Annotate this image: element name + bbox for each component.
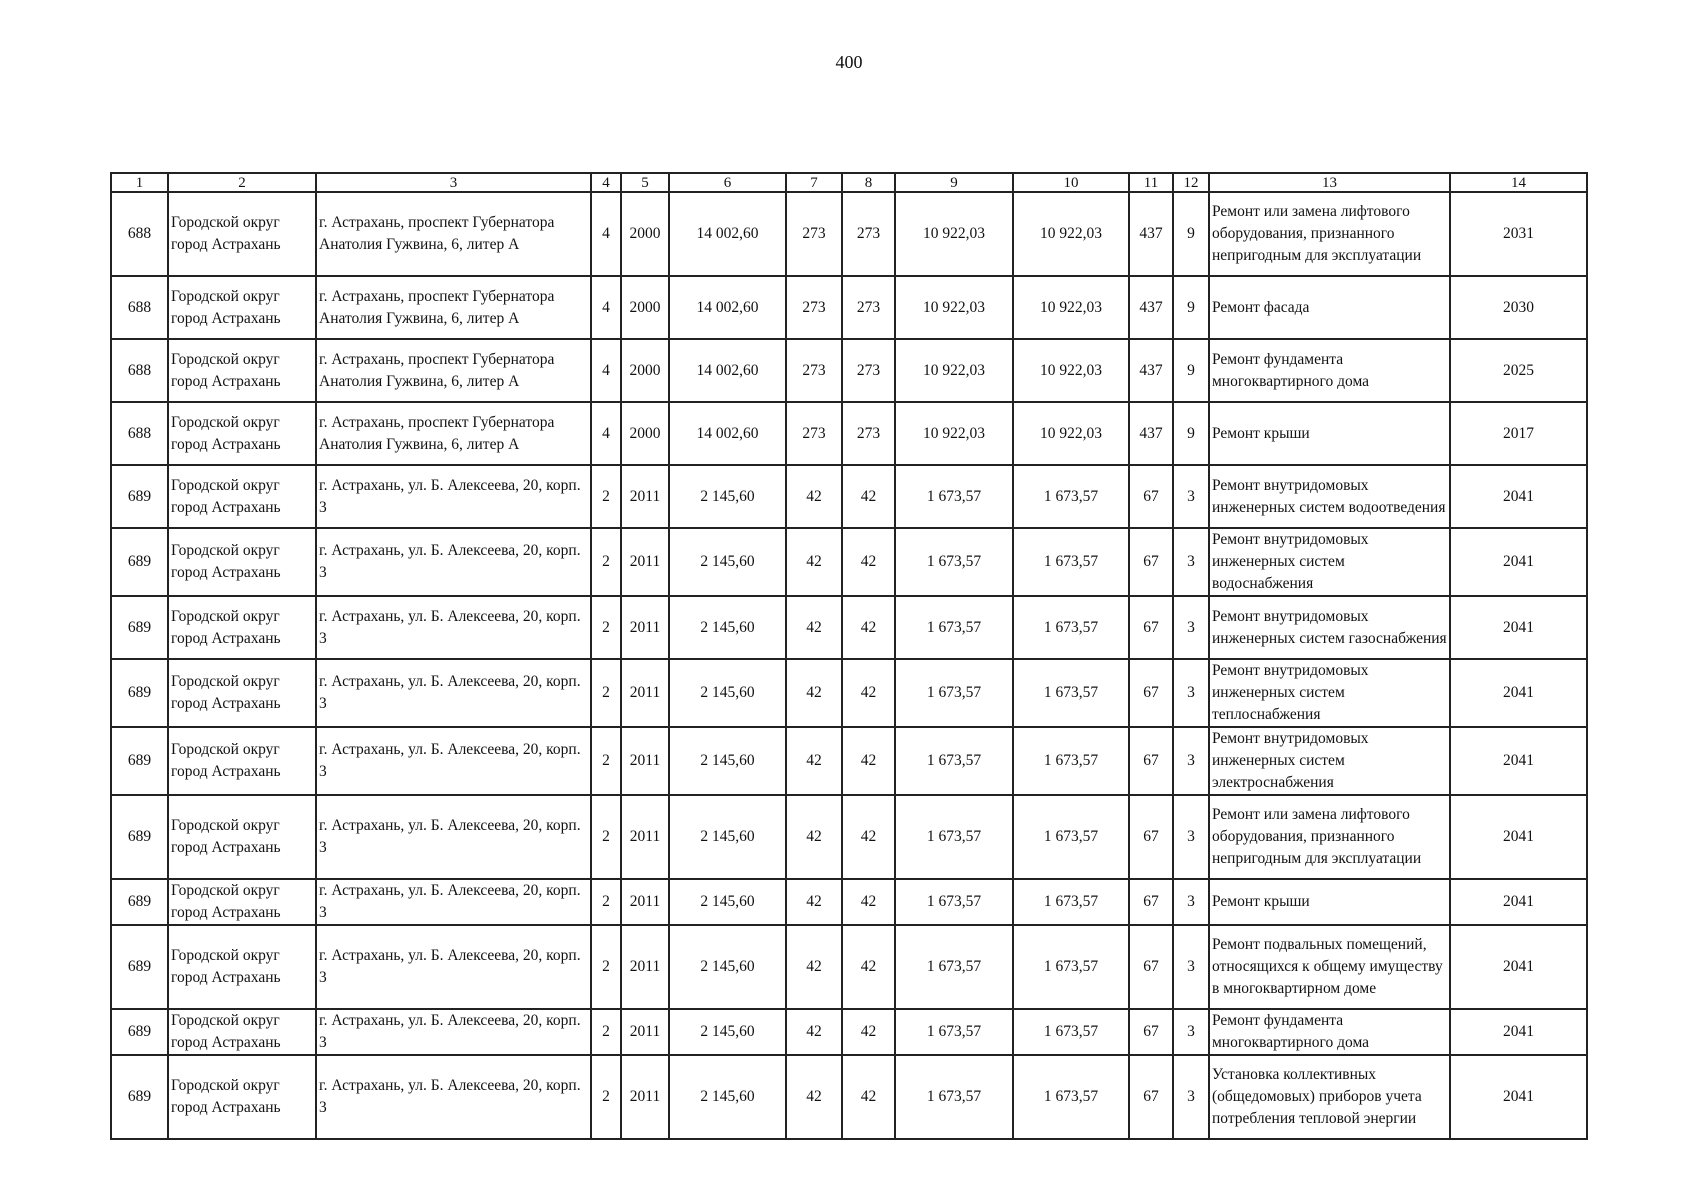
column-header: 3	[316, 173, 591, 192]
work-type-cell: Ремонт крыши	[1209, 402, 1450, 465]
table-row	[111, 1009, 1587, 1055]
col10-cell: 1 673,57	[1013, 465, 1129, 528]
year-cell: 2011	[621, 879, 669, 925]
municipality-cell: Городской округ город Астрахань	[168, 528, 316, 596]
col4-cell: 2	[591, 925, 621, 1009]
municipality-cell: Городской округ город Астрахань	[168, 879, 316, 925]
col4-cell: 2	[591, 596, 621, 659]
area-cell: 14 002,60	[669, 402, 786, 465]
work-type-cell: Ремонт или замена лифтового оборудования, признанного непригодным для эксплуатации	[1209, 192, 1450, 276]
municipality-cell: Городской округ город Астрахань	[168, 1009, 316, 1055]
address-cell: г. Астрахань, ул. Б. Алексеева, 20, корп. 3	[316, 465, 591, 528]
column-header: 1	[111, 173, 168, 192]
col11-cell: 67	[1129, 795, 1173, 879]
municipality-cell: Городской округ город Астрахань	[168, 659, 316, 727]
col7-cell: 273	[786, 276, 842, 339]
col4-cell: 2	[591, 528, 621, 596]
municipality-cell: Городской округ город Астрахань	[168, 465, 316, 528]
table-row	[111, 795, 1587, 879]
col7-cell: 273	[786, 192, 842, 276]
work-type-cell: Ремонт внутридомовых инженерных систем теплоснабжения	[1209, 659, 1450, 727]
col9-cell: 1 673,57	[895, 879, 1013, 925]
column-header: 2	[168, 173, 316, 192]
address-cell: г. Астрахань, проспект Губернатора Анатолия Гужвина, 6, литер А	[316, 339, 591, 402]
area-cell: 2 145,60	[669, 879, 786, 925]
column-header: 10	[1013, 173, 1129, 192]
row-number-cell: 688	[111, 192, 168, 276]
col7-cell: 42	[786, 925, 842, 1009]
work-type-cell: Ремонт подвальных помещений, относящихся к общему имуществу в многоквартирном доме	[1209, 925, 1450, 1009]
period-cell: 2041	[1450, 528, 1587, 596]
col12-cell: 3	[1173, 879, 1209, 925]
area-cell: 2 145,60	[669, 795, 786, 879]
row-number-cell: 689	[111, 528, 168, 596]
work-type-cell: Ремонт внутридомовых инженерных систем водоснабжения	[1209, 528, 1450, 596]
area-cell: 2 145,60	[669, 727, 786, 795]
col11-cell: 67	[1129, 1009, 1173, 1055]
address-cell: г. Астрахань, ул. Б. Алексеева, 20, корп. 3	[316, 528, 591, 596]
col8-cell: 42	[842, 1055, 895, 1139]
area-cell: 2 145,60	[669, 659, 786, 727]
col9-cell: 1 673,57	[895, 925, 1013, 1009]
col8-cell: 42	[842, 528, 895, 596]
year-cell: 2011	[621, 727, 669, 795]
col11-cell: 67	[1129, 879, 1173, 925]
row-number-cell: 688	[111, 402, 168, 465]
column-number-row	[111, 173, 1587, 192]
col7-cell: 42	[786, 879, 842, 925]
col12-cell: 3	[1173, 1055, 1209, 1139]
col10-cell: 1 673,57	[1013, 879, 1129, 925]
col10-cell: 1 673,57	[1013, 528, 1129, 596]
col12-cell: 3	[1173, 925, 1209, 1009]
year-cell: 2011	[621, 596, 669, 659]
period-cell: 2017	[1450, 402, 1587, 465]
col7-cell: 42	[786, 795, 842, 879]
col8-cell: 42	[842, 659, 895, 727]
row-number-cell: 689	[111, 879, 168, 925]
period-cell: 2041	[1450, 659, 1587, 727]
year-cell: 2011	[621, 528, 669, 596]
col4-cell: 2	[591, 727, 621, 795]
col4-cell: 2	[591, 1009, 621, 1055]
col8-cell: 273	[842, 276, 895, 339]
col8-cell: 273	[842, 402, 895, 465]
table-row	[111, 925, 1587, 1009]
col9-cell: 1 673,57	[895, 1055, 1013, 1139]
period-cell: 2041	[1450, 1055, 1587, 1139]
col7-cell: 42	[786, 1055, 842, 1139]
municipality-cell: Городской округ город Астрахань	[168, 727, 316, 795]
table-row	[111, 276, 1587, 339]
col4-cell: 2	[591, 465, 621, 528]
col12-cell: 9	[1173, 402, 1209, 465]
period-cell: 2041	[1450, 925, 1587, 1009]
col8-cell: 42	[842, 465, 895, 528]
area-cell: 14 002,60	[669, 339, 786, 402]
row-number-cell: 689	[111, 1055, 168, 1139]
col8-cell: 42	[842, 795, 895, 879]
table-row	[111, 192, 1587, 276]
col9-cell: 10 922,03	[895, 402, 1013, 465]
col10-cell: 1 673,57	[1013, 659, 1129, 727]
municipality-cell: Городской округ город Астрахань	[168, 192, 316, 276]
table-row	[111, 528, 1587, 596]
col4-cell: 4	[591, 192, 621, 276]
table-row	[111, 596, 1587, 659]
period-cell: 2041	[1450, 465, 1587, 528]
col9-cell: 1 673,57	[895, 659, 1013, 727]
year-cell: 2011	[621, 795, 669, 879]
column-header: 6	[669, 173, 786, 192]
col12-cell: 3	[1173, 659, 1209, 727]
row-number-cell: 689	[111, 795, 168, 879]
address-cell: г. Астрахань, ул. Б. Алексеева, 20, корп. 3	[316, 925, 591, 1009]
row-number-cell: 689	[111, 1009, 168, 1055]
col12-cell: 3	[1173, 528, 1209, 596]
col11-cell: 67	[1129, 925, 1173, 1009]
col7-cell: 273	[786, 402, 842, 465]
col7-cell: 42	[786, 596, 842, 659]
table-row	[111, 402, 1587, 465]
table-row	[111, 879, 1587, 925]
table-row	[111, 1055, 1587, 1139]
column-header: 12	[1173, 173, 1209, 192]
year-cell: 2000	[621, 339, 669, 402]
municipality-cell: Городской округ город Астрахань	[168, 402, 316, 465]
period-cell: 2025	[1450, 339, 1587, 402]
municipality-cell: Городской округ город Астрахань	[168, 276, 316, 339]
col4-cell: 2	[591, 795, 621, 879]
period-cell: 2041	[1450, 727, 1587, 795]
table-row	[111, 659, 1587, 727]
col11-cell: 67	[1129, 528, 1173, 596]
work-type-cell: Ремонт внутридомовых инженерных систем электроснабжения	[1209, 727, 1450, 795]
work-type-cell: Ремонт фундамента многоквартирного дома	[1209, 339, 1450, 402]
col10-cell: 1 673,57	[1013, 727, 1129, 795]
col11-cell: 67	[1129, 727, 1173, 795]
row-number-cell: 689	[111, 727, 168, 795]
col9-cell: 10 922,03	[895, 192, 1013, 276]
col9-cell: 1 673,57	[895, 596, 1013, 659]
col10-cell: 1 673,57	[1013, 795, 1129, 879]
row-number-cell: 688	[111, 276, 168, 339]
address-cell: г. Астрахань, ул. Б. Алексеева, 20, корп. 3	[316, 1009, 591, 1055]
address-cell: г. Астрахань, проспект Губернатора Анатолия Гужвина, 6, литер А	[316, 402, 591, 465]
address-cell: г. Астрахань, ул. Б. Алексеева, 20, корп. 3	[316, 659, 591, 727]
column-header: 4	[591, 173, 621, 192]
col9-cell: 1 673,57	[895, 528, 1013, 596]
address-cell: г. Астрахань, ул. Б. Алексеева, 20, корп. 3	[316, 879, 591, 925]
col12-cell: 3	[1173, 465, 1209, 528]
work-type-cell: Ремонт или замена лифтового оборудования, признанного непригодным для эксплуатации	[1209, 795, 1450, 879]
col8-cell: 42	[842, 1009, 895, 1055]
col9-cell: 10 922,03	[895, 276, 1013, 339]
table-row	[111, 465, 1587, 528]
column-header: 9	[895, 173, 1013, 192]
period-cell: 2041	[1450, 879, 1587, 925]
municipality-cell: Городской округ город Астрахань	[168, 596, 316, 659]
col10-cell: 10 922,03	[1013, 402, 1129, 465]
col8-cell: 42	[842, 879, 895, 925]
col4-cell: 4	[591, 276, 621, 339]
col8-cell: 42	[842, 596, 895, 659]
column-header: 7	[786, 173, 842, 192]
period-cell: 2041	[1450, 795, 1587, 879]
col11-cell: 437	[1129, 339, 1173, 402]
table-row	[111, 727, 1587, 795]
year-cell: 2011	[621, 659, 669, 727]
col11-cell: 67	[1129, 1055, 1173, 1139]
area-cell: 2 145,60	[669, 465, 786, 528]
col7-cell: 42	[786, 465, 842, 528]
col10-cell: 1 673,57	[1013, 1055, 1129, 1139]
row-number-cell: 688	[111, 339, 168, 402]
row-number-cell: 689	[111, 596, 168, 659]
period-cell: 2030	[1450, 276, 1587, 339]
address-cell: г. Астрахань, ул. Б. Алексеева, 20, корп. 3	[316, 596, 591, 659]
col4-cell: 2	[591, 1055, 621, 1139]
col7-cell: 42	[786, 528, 842, 596]
work-type-cell: Ремонт внутридомовых инженерных систем газоснабжения	[1209, 596, 1450, 659]
address-cell: г. Астрахань, проспект Губернатора Анатолия Гужвина, 6, литер А	[316, 276, 591, 339]
col9-cell: 1 673,57	[895, 795, 1013, 879]
period-cell: 2031	[1450, 192, 1587, 276]
row-number-cell: 689	[111, 925, 168, 1009]
col7-cell: 42	[786, 659, 842, 727]
col4-cell: 2	[591, 659, 621, 727]
col12-cell: 9	[1173, 192, 1209, 276]
work-type-cell: Ремонт крыши	[1209, 879, 1450, 925]
col12-cell: 9	[1173, 339, 1209, 402]
area-cell: 2 145,60	[669, 1009, 786, 1055]
col9-cell: 1 673,57	[895, 727, 1013, 795]
year-cell: 2011	[621, 925, 669, 1009]
area-cell: 14 002,60	[669, 276, 786, 339]
capital-repair-table	[110, 172, 1588, 1140]
table-row	[111, 339, 1587, 402]
row-number-cell: 689	[111, 659, 168, 727]
col4-cell: 4	[591, 339, 621, 402]
column-header: 8	[842, 173, 895, 192]
col8-cell: 273	[842, 339, 895, 402]
col9-cell: 10 922,03	[895, 339, 1013, 402]
col11-cell: 67	[1129, 596, 1173, 659]
work-type-cell: Установка коллективных (общедомовых) приборов учета потребления тепловой энергии	[1209, 1055, 1450, 1139]
address-cell: г. Астрахань, ул. Б. Алексеева, 20, корп. 3	[316, 727, 591, 795]
col10-cell: 1 673,57	[1013, 596, 1129, 659]
year-cell: 2000	[621, 276, 669, 339]
year-cell: 2000	[621, 192, 669, 276]
col11-cell: 67	[1129, 659, 1173, 727]
page-number: 400	[835, 52, 863, 72]
col9-cell: 1 673,57	[895, 1009, 1013, 1055]
municipality-cell: Городской округ город Астрахань	[168, 1055, 316, 1139]
col12-cell: 3	[1173, 727, 1209, 795]
col12-cell: 3	[1173, 795, 1209, 879]
col10-cell: 10 922,03	[1013, 339, 1129, 402]
col11-cell: 437	[1129, 402, 1173, 465]
col12-cell: 3	[1173, 1009, 1209, 1055]
col10-cell: 1 673,57	[1013, 1009, 1129, 1055]
col10-cell: 10 922,03	[1013, 276, 1129, 339]
col10-cell: 10 922,03	[1013, 192, 1129, 276]
col8-cell: 42	[842, 925, 895, 1009]
municipality-cell: Городской округ город Астрахань	[168, 925, 316, 1009]
col8-cell: 273	[842, 192, 895, 276]
col11-cell: 437	[1129, 276, 1173, 339]
work-type-cell: Ремонт фасада	[1209, 276, 1450, 339]
year-cell: 2011	[621, 1055, 669, 1139]
column-header: 13	[1209, 173, 1450, 192]
col10-cell: 1 673,57	[1013, 925, 1129, 1009]
period-cell: 2041	[1450, 1009, 1587, 1055]
col8-cell: 42	[842, 727, 895, 795]
area-cell: 14 002,60	[669, 192, 786, 276]
column-header: 14	[1450, 173, 1587, 192]
year-cell: 2011	[621, 465, 669, 528]
area-cell: 2 145,60	[669, 925, 786, 1009]
work-type-cell: Ремонт фундамента многоквартирного дома	[1209, 1009, 1450, 1055]
col12-cell: 9	[1173, 276, 1209, 339]
column-header: 11	[1129, 173, 1173, 192]
col11-cell: 437	[1129, 192, 1173, 276]
period-cell: 2041	[1450, 596, 1587, 659]
col9-cell: 1 673,57	[895, 465, 1013, 528]
address-cell: г. Астрахань, ул. Б. Алексеева, 20, корп. 3	[316, 1055, 591, 1139]
area-cell: 2 145,60	[669, 1055, 786, 1139]
col4-cell: 4	[591, 402, 621, 465]
col4-cell: 2	[591, 879, 621, 925]
area-cell: 2 145,60	[669, 596, 786, 659]
address-cell: г. Астрахань, проспект Губернатора Анатолия Гужвина, 6, литер А	[316, 192, 591, 276]
row-number-cell: 689	[111, 465, 168, 528]
address-cell: г. Астрахань, ул. Б. Алексеева, 20, корп. 3	[316, 795, 591, 879]
col7-cell: 42	[786, 727, 842, 795]
area-cell: 2 145,60	[669, 528, 786, 596]
year-cell: 2000	[621, 402, 669, 465]
municipality-cell: Городской округ город Астрахань	[168, 339, 316, 402]
year-cell: 2011	[621, 1009, 669, 1055]
col7-cell: 273	[786, 339, 842, 402]
col7-cell: 42	[786, 1009, 842, 1055]
column-header: 5	[621, 173, 669, 192]
col12-cell: 3	[1173, 596, 1209, 659]
work-type-cell: Ремонт внутридомовых инженерных систем водоотведения	[1209, 465, 1450, 528]
col11-cell: 67	[1129, 465, 1173, 528]
municipality-cell: Городской округ город Астрахань	[168, 795, 316, 879]
